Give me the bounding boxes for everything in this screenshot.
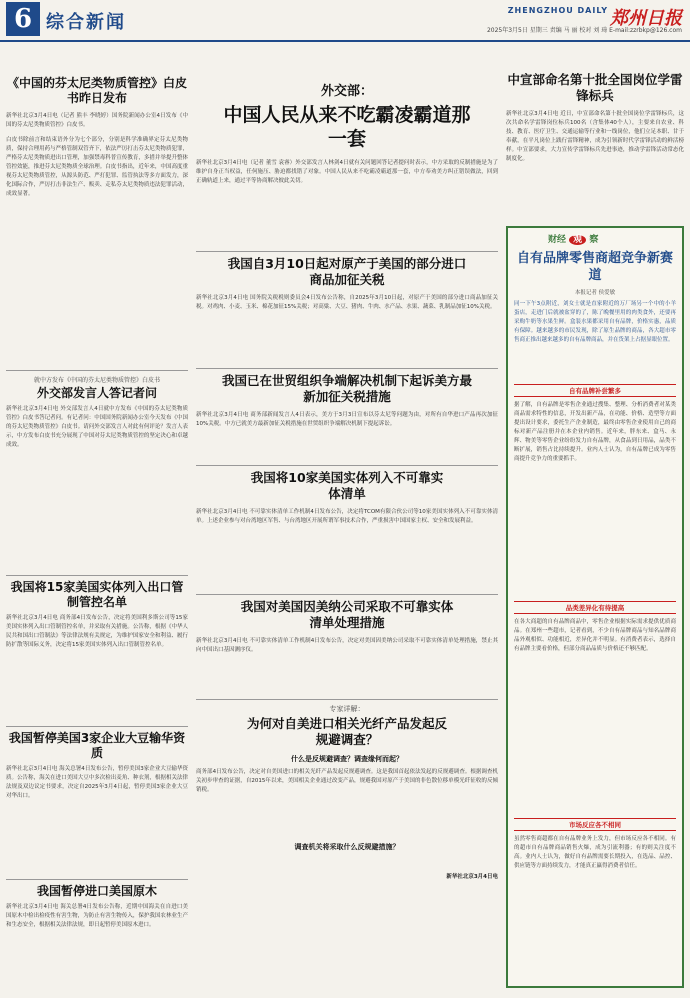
subhead-question: 什么是反规避调查？调查缘何而起？ <box>291 755 403 763</box>
article-lead: 同一下午3点附近，刘女士就是直家附近的万厂场另一个中的小羊蛋店，走进门后就被盆穿的了，陈了晚餐里用的肉类食外，还要再采购牛奶等水果生鲜。盒装水果都采用自有品牌，价格实惠，品质有保障。越来越多的市民发现，除了原生品牌的商品，各大超市零售商正推出越来越多的自有品牌商品，并在货架上占据显眼位置。 <box>514 301 676 343</box>
divider <box>196 368 498 369</box>
badge-eye-text: 观 <box>569 235 586 245</box>
badge-text: 财经 <box>548 235 567 245</box>
divider <box>6 370 188 371</box>
headline-fentanyl-whitepaper: 《中国的芬太尼类物质管控》白皮书昨日发布 <box>6 76 187 105</box>
headline-anti-circumvention: 为何对自美进口相关光纤产品发起反规避调查？ <box>246 716 447 747</box>
article-body: 新华社北京3月4日电 国务院关税税则委员会4日发布公告称，自2025年3月10日起，对原产于美国的部分进口商品加征关税。对鸡肉、小麦、玉米、棉花加征15%关税；对高粱、大豆、猪肉、牛肉、水产品、水果、蔬菜、乳制品加征10%关税。 <box>196 295 498 310</box>
finance-observe-badge <box>548 232 598 245</box>
column-left <box>6 48 188 992</box>
newspaper-logo: 郑州日报 <box>610 8 682 29</box>
divider <box>6 879 188 880</box>
divider <box>6 726 188 727</box>
article-body: 新华社北京3月4日电 商务部新闻发言人4日表示，美方于3月3日宣布以芬太尼等问题为由，对所有自华进口产品再次加征10%关税。中方已就美方最新加征关税措施在世贸组织争端解决机制下提起诉讼。 <box>196 412 498 427</box>
headline-soybean: 我国暂停美国3家企业大豆输华资质 <box>8 731 186 760</box>
badge-text: 察 <box>589 235 599 245</box>
article-body: 新华社北京3月4日电 不可靠实体清单工作机制4日发布公告，决定对美国因美纳公司采取不可靠实体清单处理措施，禁止其向中国出口基因测序仪。 <box>196 638 498 653</box>
column-center <box>196 48 498 992</box>
headline-unreliable-entity: 我国将10家美国实体列入不可靠实体清单 <box>250 470 444 501</box>
article-body: 白皮书除前言和结束语外分为七个部分，分别是科学准确界定芬太尼类物质，保持合理用药与严格管制双管齐下，依法严厉打击芬太尼类物质犯罪，严格芬太尼类物质进出口管理，加强禁毒科普宣传教育，多措并举提升整体管控效能，推进芬太尼类物质全球治理。白皮书指出，近年来，中国高度重视芬太尼类物质管控，从源头防范、严打犯罪、监管执法等多方面发力，深化国际合作，严厉打击非法生产、贩卖、走私芬太尼类物质违法犯罪活动，成效显著。 <box>6 137 188 197</box>
byline: 本报记者 侯爱敏 <box>574 290 616 296</box>
article-body: 新华社北京3月4日电 商务部4日发布公告，决定将美国利多斯公司等15家美国实体列入出口管制管控名单，并采取有关措施。公告称，根据《中华人民共和国出口管制法》等法律法规有关规定，为维护国家安全和利益、履行防扩散等国际义务，决定将15家美国实体列入出口管制管控名单。 <box>6 615 188 648</box>
headline-illumina: 我国对美国因美纳公司采取不可靠实体清单处理措施 <box>240 599 454 630</box>
headline-wto: 我国已在世贸组织争端解决机制下起诉美方最新加征关税措施 <box>221 373 472 404</box>
article-kicker: 就中方发布《中国的芬太尼类物质管控》白皮书 <box>33 377 160 384</box>
feature-box-finance <box>506 226 684 988</box>
headline-bullying: 中国人民从来不吃霸凌霸道那一套 <box>223 104 471 150</box>
article-kicker: 专家详解： <box>329 705 365 713</box>
article-body: 新华社北京3月4日电 海关总署4日发布公告称，近期中国海关在自进口美国原木中检出检疫性有害生物，为防止有害生物传入，保护我国农林业生产和生态安全，根据相关法律法规，即日起暂停美国原木进口。 <box>6 904 188 928</box>
article-body: 新华社北京3月4日电 外交部发言人4日就中方发布《中国的芬太尼类物质管控》白皮书答记者问。有记者问：中国国务院新闻办公室今天发布《中国的芬太尼类物质管控》白皮书。请问外交部发言人对此有何评论？发言人表示，中方发布白皮书充分展现了中国对芬太尼类物质管控的坚定决心和卓越成效。 <box>6 406 188 448</box>
column-right-top <box>506 48 684 218</box>
article-lead: 新华社北京3月4日电（记者 熊丰 李晓婷）国务院新闻办公室4日发布《中国的芬太尼类物质管控》白皮书。 <box>6 113 188 128</box>
article-body: 新华社北京3月4日电 不可靠实体清单工作机制4日发布公告，决定将TCOM有限合伙公司等10家美国实体列入不可靠实体清单。上述企业参与对台湾地区军售、与台湾地区开展所谓军事技术合作，严重损害中国国家主权、安全和发展利益。 <box>196 509 498 524</box>
section-head: 自有品牌补尝繁多 <box>514 384 676 397</box>
logo-en: ZHENGZHOU DAILY <box>507 6 608 15</box>
article-body: 商务部4日发布公告，决定对自美国进口的相关光纤产品发起反规避调查。这是我国首起依法发起的反规避调查。根据调查机关初步审查的证据，自2015年以来，美国相关企业通过改变产品，规避我国对原产于美国的非色散位移单模光纤征收的反倾销税。 <box>196 769 498 793</box>
divider <box>196 699 498 700</box>
article-signoff: 新华社北京3月4日电 <box>446 874 498 880</box>
masthead-right <box>430 0 690 40</box>
divider <box>196 594 498 595</box>
masthead-rule <box>0 40 690 42</box>
article-kicker: 外交部： <box>320 84 373 99</box>
divider <box>196 251 498 252</box>
headline-export-control: 我国将15家美国实体列入出口管制管控名单 <box>10 580 184 609</box>
headline-fm-spokesperson: 外交部发言人答记者问 <box>36 386 157 400</box>
article-body: 虽然零售商超都在自有品牌业务上发力，但市场反应各不相同。有的超市自有品牌商品销售火爆，成为引流利器；有的则关注度不高。业内人士认为，做好自有品牌需要长期投入，在选品、品控、供应链等方面持续发力，才能真正赢得消费者信任。 <box>514 836 676 869</box>
article-body: 新华社北京3月4日电 近日，中宣部命名第十批全国岗位学雷锋标兵，这次共命名学雷锋岗位标兵100名（含集体40个人），主要来自农业、科技、教育、医疗卫生、交通运输等行业和一线岗位，他们立足本职、甘于奉献，在平凡岗位上践行雷锋精神，成为引领新时代学雷锋活动的鲜活榜样。中宣部要求，大力宣传学雷锋标兵先进事迹，推动学雷锋活动常态化制度化。 <box>506 111 684 162</box>
section-head: 品类差异化有待提高 <box>514 601 676 614</box>
article-body: 新华社北京3月4日电 海关总署4日发布公告，暂停美国3家企业大豆输华资质。公告称，海关在进口美国大豆中多次检出麦角、种衣剂，根据相关法律法规及双边议定书要求，决定自2025年3月4日起，暂停美国3家企业大豆对华出口。 <box>6 766 188 799</box>
article-body: 在各大商超的自有品牌商品中，零售企业根据实际需求提供优质商品。在郑州一些超市，记者看到，不少自有品牌商品与知名品牌商品外观相似、功能相近，差异化并不明显。有消费者表示，选择自有品牌主要看价格，但部分商品品质与价格还不够匹配。 <box>514 619 676 652</box>
dateline: 2025年3月5日 星期三 责编 马 丽 校对 刘 琦 E-mail:zzrbkp@126.com <box>486 27 682 34</box>
headline-lei-feng: 中宣部命名第十批全国岗位学雷锋标兵 <box>507 72 683 103</box>
section-head: 市场反应各不相同 <box>514 818 676 831</box>
headline-tariffs: 我国自3月10日起对原产于美国的部分进口商品加征关税 <box>227 256 467 287</box>
divider <box>6 575 188 576</box>
section-title: 综合新闻 <box>46 12 126 33</box>
article-body: 新华社北京3月4日电（记者 董雪 袁睿）外交部发言人林剑4日就有关问题回答记者提问时表示，中方采取的反制措施是为了维护自身正当权益，任何施压、胁迫都找错了对象。中国人民从来不吃霸凌霸道那一套，中方奉劝美方纠正错误做法，回到正确轨道上来，通过平等协商解决彼此关切。 <box>196 160 498 184</box>
page-number: 6 <box>6 2 40 36</box>
headline-private-label: 自有品牌零售商超竞争新赛道 <box>516 251 673 283</box>
subhead-question: 调查机关将采取什么反规避措施？ <box>294 843 400 851</box>
divider <box>196 465 498 466</box>
article-body: 据了解，自有品牌是零售企业通过搜集、整理、分析消费者对某类商品需求特性的信息，开发出新产品，在功能、价格、造型等方面提出设计要求，委托生产企业制造，最终由零售企业使用自己的商标对新产品注册并在本企业内销售。近年来，胖东来、盒马、永辉、物美等零售企业纷纷发力自有品牌，从食品到日用品，品类不断扩展，销售占比持续提升。业内人士认为，自有品牌已成为零售商提升竞争力的重要抓手。 <box>514 402 676 462</box>
headline-log-import: 我国暂停进口美国原木 <box>36 884 157 898</box>
